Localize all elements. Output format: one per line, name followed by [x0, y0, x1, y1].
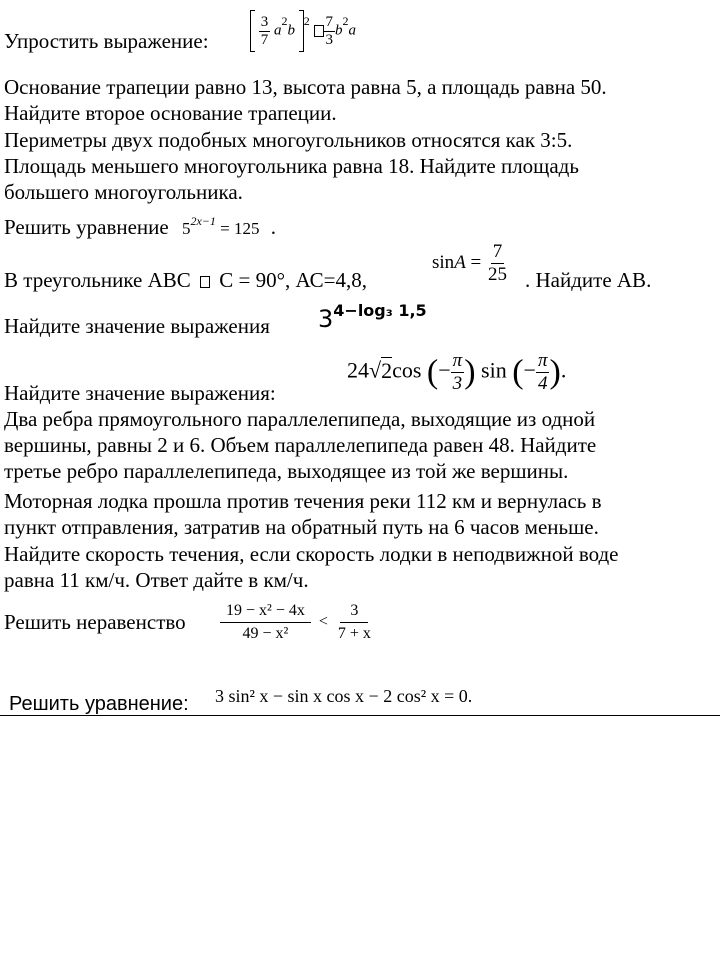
- task-11-label: Решить уравнение:: [9, 693, 189, 715]
- task-6-expression: $3^{4-log_3 1,5}$: [318, 301, 427, 333]
- task-3-line-3: большего многоугольника.: [4, 180, 243, 204]
- task-3-line-1: Периметры двух подобных многоугольников относятся как 3:5.: [4, 128, 573, 152]
- task-4-equation: $5^{2x-1} = 125$: [181, 214, 260, 238]
- task-7-label: Найдите значение выражения:: [4, 381, 276, 405]
- missing-glyph-icon: [314, 25, 324, 37]
- task-8-line-1: Два ребра прямоугольного параллелепипеда, выходящие из одной: [4, 407, 596, 431]
- task-5: В треугольнике АВС С = 90°, АС=4,8,: [4, 268, 367, 292]
- task-9-line-3: Найдите скорость течения, если скорость лодки в неподвижной воде: [4, 542, 619, 566]
- missing-glyph-icon: [299, 10, 304, 52]
- task-2-line-2: Найдите второе основание трапеции.: [4, 101, 337, 125]
- task-9-line-1: Моторная лодка прошла против течения реки 112 км и вернулась в: [4, 489, 602, 513]
- task-1-label: Упростить выражение:: [4, 29, 209, 53]
- task-7-expression: 24√2cos (− $\frac{\pi}{3}$ ) sin (− $\frac{\pi}{4}$ ).: [347, 350, 567, 394]
- missing-glyph-icon: [250, 10, 255, 52]
- task-8-line-3: третье ребро параллелепипеда, выходящее из той же вершины.: [4, 459, 569, 483]
- task-4: Решить уравнение $5^{2x-1} = 125$ .: [4, 214, 277, 239]
- divider: [0, 715, 720, 716]
- task-1-expression: $\frac{3}{7}$ $a^2b$ $^2$ $\frac{7}{3}$ $b^2a$: [250, 10, 356, 52]
- task-9-line-4: равна 11 км/ч. Ответ дайте в км/ч.: [4, 568, 309, 592]
- task-11-equation: 3 sin² x − sin x cos x − 2 cos² x = 0.: [215, 686, 473, 706]
- task-10-inequality: $\frac{\text{19 − x² − 4x}}{\text{49 − x²}}$ < $\frac{3}{7 + x}$: [220, 600, 373, 645]
- task-1: [4, 28, 209, 54]
- task-8-line-2: вершины, равны 2 и 6. Объем параллелепипеда равен 48. Найдите: [4, 433, 597, 457]
- task-3-line-2: Площадь меньшего многоугольника равна 18. Найдите площадь: [4, 154, 579, 178]
- task-10-label: Решить неравенство: [4, 610, 186, 634]
- angle-symbol-icon: [200, 276, 210, 288]
- task-5-end: . Найдите АВ.: [525, 268, 652, 292]
- task-6-label: Найдите значение выражения: [4, 314, 270, 338]
- task-9-line-2: пункт отправления, затратив на обратный путь на 6 часов меньше.: [4, 515, 599, 539]
- task-5-sine-formula: sinA = $\frac{7}{25}$: [432, 241, 508, 285]
- task-2-line-1: Основание трапеции равно 13, высота равна 5, а площадь равна 50.: [4, 75, 607, 99]
- task-4-label: Решить уравнение: [4, 215, 169, 239]
